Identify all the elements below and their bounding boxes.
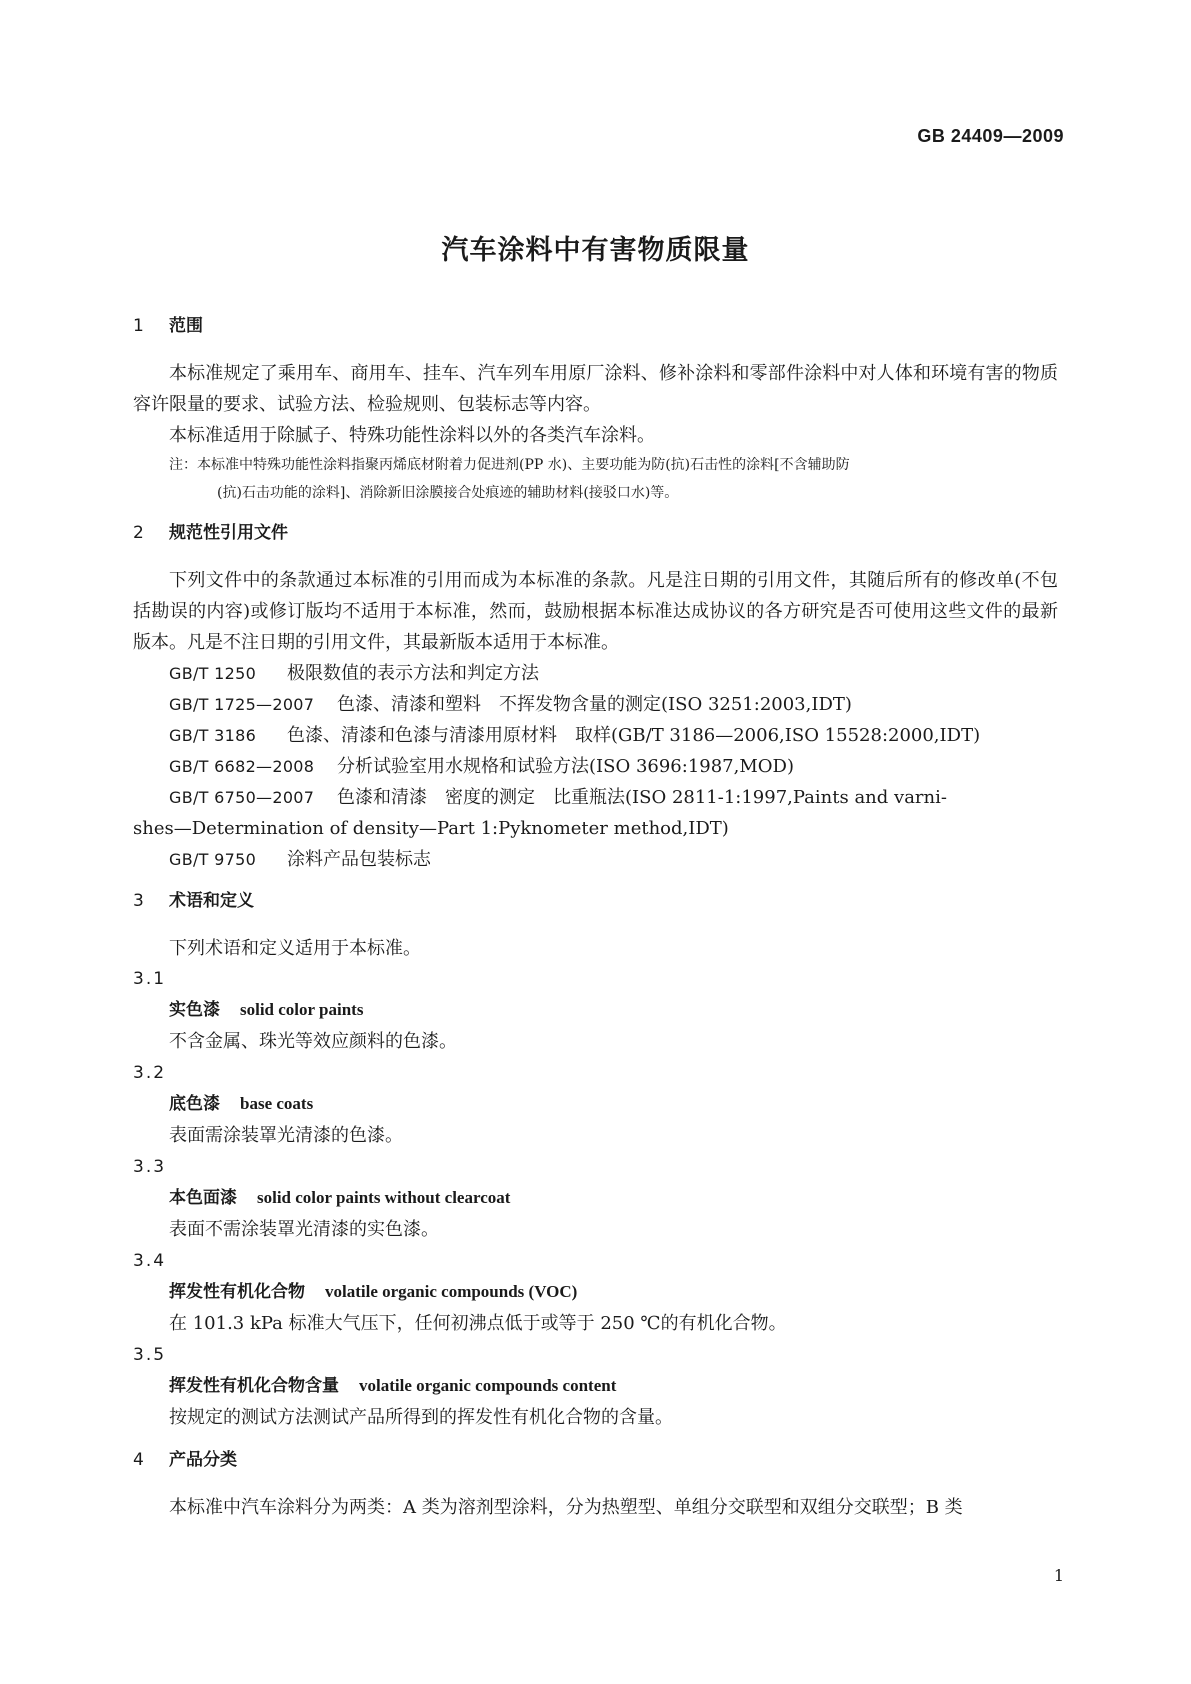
- term-english: base coats: [240, 1094, 314, 1113]
- section-number: 2: [133, 523, 144, 543]
- reference-title: 涂料产品包装标志: [287, 849, 431, 870]
- section-title: 规范性引用文件: [169, 523, 288, 543]
- term-english: solid color paints without clearcoat: [257, 1188, 511, 1207]
- term-heading: [133, 1276, 1058, 1308]
- term-english: volatile organic compounds (VOC): [325, 1282, 578, 1301]
- scope-note-line-1: 注：本标准中特殊功能性涂料指聚丙烯底材附着力促进剂(PP 水)、主要功能为防(抗)石击性的涂料[不含辅助防: [169, 457, 850, 473]
- scope-note: [133, 451, 1058, 507]
- reference-title: 极限数值的表示方法和判定方法: [287, 663, 539, 684]
- term-definition: 表面需涂装罩光清漆的色漆。: [169, 1125, 403, 1146]
- section-heading-normative-references: [133, 521, 1058, 545]
- term-heading: [133, 1182, 1058, 1214]
- reference-item: [133, 658, 1058, 689]
- reference-item: [133, 689, 1058, 720]
- document-title: 汽车涂料中有害物质限量: [441, 235, 750, 266]
- term-definition: 按规定的测试方法测试产品所得到的挥发性有机化合物的含量。: [169, 1407, 673, 1428]
- term-entry: [133, 964, 1058, 1058]
- term-chinese: 挥发性有机化合物: [169, 1282, 305, 1302]
- term-number: 3.3: [133, 1157, 167, 1177]
- reference-item-continuation: shes—Determination of density—Part 1:Pyknometer method,IDT): [133, 818, 729, 839]
- standard-code: GB 24409—2009: [917, 126, 1064, 146]
- reference-title: 色漆、清漆和塑料 不挥发物含量的测定(ISO 3251:2003,IDT): [337, 694, 852, 715]
- reference-code: GB/T 6682—2008: [169, 757, 315, 776]
- term-chinese: 本色面漆: [169, 1188, 237, 1208]
- scope-paragraph-2: 本标准适用于除腻子、特殊功能性涂料以外的各类汽车涂料。: [169, 425, 655, 446]
- references-paragraph: 下列文件中的条款通过本标准的引用而成为本标准的条款。凡是注日期的引用文件，其随后所有的修改单(不包括勘误的内容)或修订版均不适用于本标准，然而，鼓励根据本标准达成协议的各方研究是否可使用这些文件的最新版本。凡是不注日期的引用文件，其最新版本适用于本标准。: [133, 570, 1058, 653]
- reference-code: GB/T 6750—2007: [169, 788, 315, 807]
- section-title: 产品分类: [169, 1450, 237, 1470]
- term-entry: [133, 1340, 1058, 1434]
- term-entry: [133, 1152, 1058, 1246]
- term-number: 3.4: [133, 1251, 167, 1271]
- reference-item: [133, 782, 1058, 813]
- term-chinese: 挥发性有机化合物含量: [169, 1376, 339, 1396]
- term-english: solid color paints: [240, 1000, 364, 1019]
- term-heading: [133, 994, 1058, 1026]
- reference-item: [133, 844, 1058, 875]
- reference-title: 色漆、清漆和色漆与清漆用原材料 取样(GB/T 3186—2006,ISO 15528:2000,IDT): [287, 725, 981, 746]
- section-title: 术语和定义: [169, 891, 254, 911]
- term-number: 3.5: [133, 1345, 167, 1365]
- section-title: 范围: [169, 316, 203, 336]
- term-chinese: 实色漆: [169, 1000, 220, 1020]
- scope-paragraph-1: 本标准规定了乘用车、商用车、挂车、汽车列车用原厂涂料、修补涂料和零部件涂料中对人体和环境有害的物质容许限量的要求、试验方法、检验规则、包装标志等内容。: [133, 363, 1058, 415]
- reference-title: 分析试验室用水规格和试验方法(ISO 3696:1987,MOD): [337, 756, 794, 777]
- term-chinese: 底色漆: [169, 1094, 220, 1114]
- section-number: 3: [133, 891, 144, 911]
- reference-code: GB/T 3186: [169, 726, 257, 745]
- reference-item: [133, 720, 1058, 751]
- terms-intro: 下列术语和定义适用于本标准。: [169, 938, 421, 959]
- term-heading: [133, 1370, 1058, 1402]
- term-definition: 表面不需涂装罩光清漆的实色漆。: [169, 1219, 439, 1240]
- reference-code: GB/T 9750: [169, 850, 257, 869]
- document-body: [133, 314, 1058, 1523]
- term-number: 3.2: [133, 1063, 167, 1083]
- term-entry: [133, 1058, 1058, 1152]
- section-heading-terms: [133, 889, 1058, 913]
- reference-item: [133, 751, 1058, 782]
- term-english: volatile organic compounds content: [359, 1376, 617, 1395]
- term-number: 3.1: [133, 969, 167, 989]
- scope-note-line-2: (抗)石击功能的涂料]、消除新旧涂膜接合处痕迹的辅助材料(接驳口水)等。: [217, 485, 679, 501]
- classification-paragraph: 本标准中汽车涂料分为两类：A 类为溶剂型涂料，分为热塑型、单组分交联型和双组分交联型；B 类: [169, 1497, 963, 1518]
- term-entry: [133, 1246, 1058, 1340]
- section-number: 1: [133, 316, 144, 336]
- term-definition: 不含金属、珠光等效应颜料的色漆。: [169, 1031, 457, 1052]
- term-definition: 在 101.3 kPa 标准大气压下，任何初沸点低于或等于 250 ℃的有机化合物。: [169, 1313, 787, 1334]
- section-heading-scope: [133, 314, 1058, 338]
- reference-title: 色漆和清漆 密度的测定 比重瓶法(ISO 2811-1:1997,Paints and varni-: [337, 787, 947, 808]
- section-heading-classification: [133, 1448, 1058, 1472]
- section-number: 4: [133, 1450, 144, 1470]
- reference-code: GB/T 1250: [169, 664, 257, 683]
- reference-code: GB/T 1725—2007: [169, 695, 315, 714]
- page-number: 1: [1053, 1566, 1064, 1585]
- term-heading: [133, 1088, 1058, 1120]
